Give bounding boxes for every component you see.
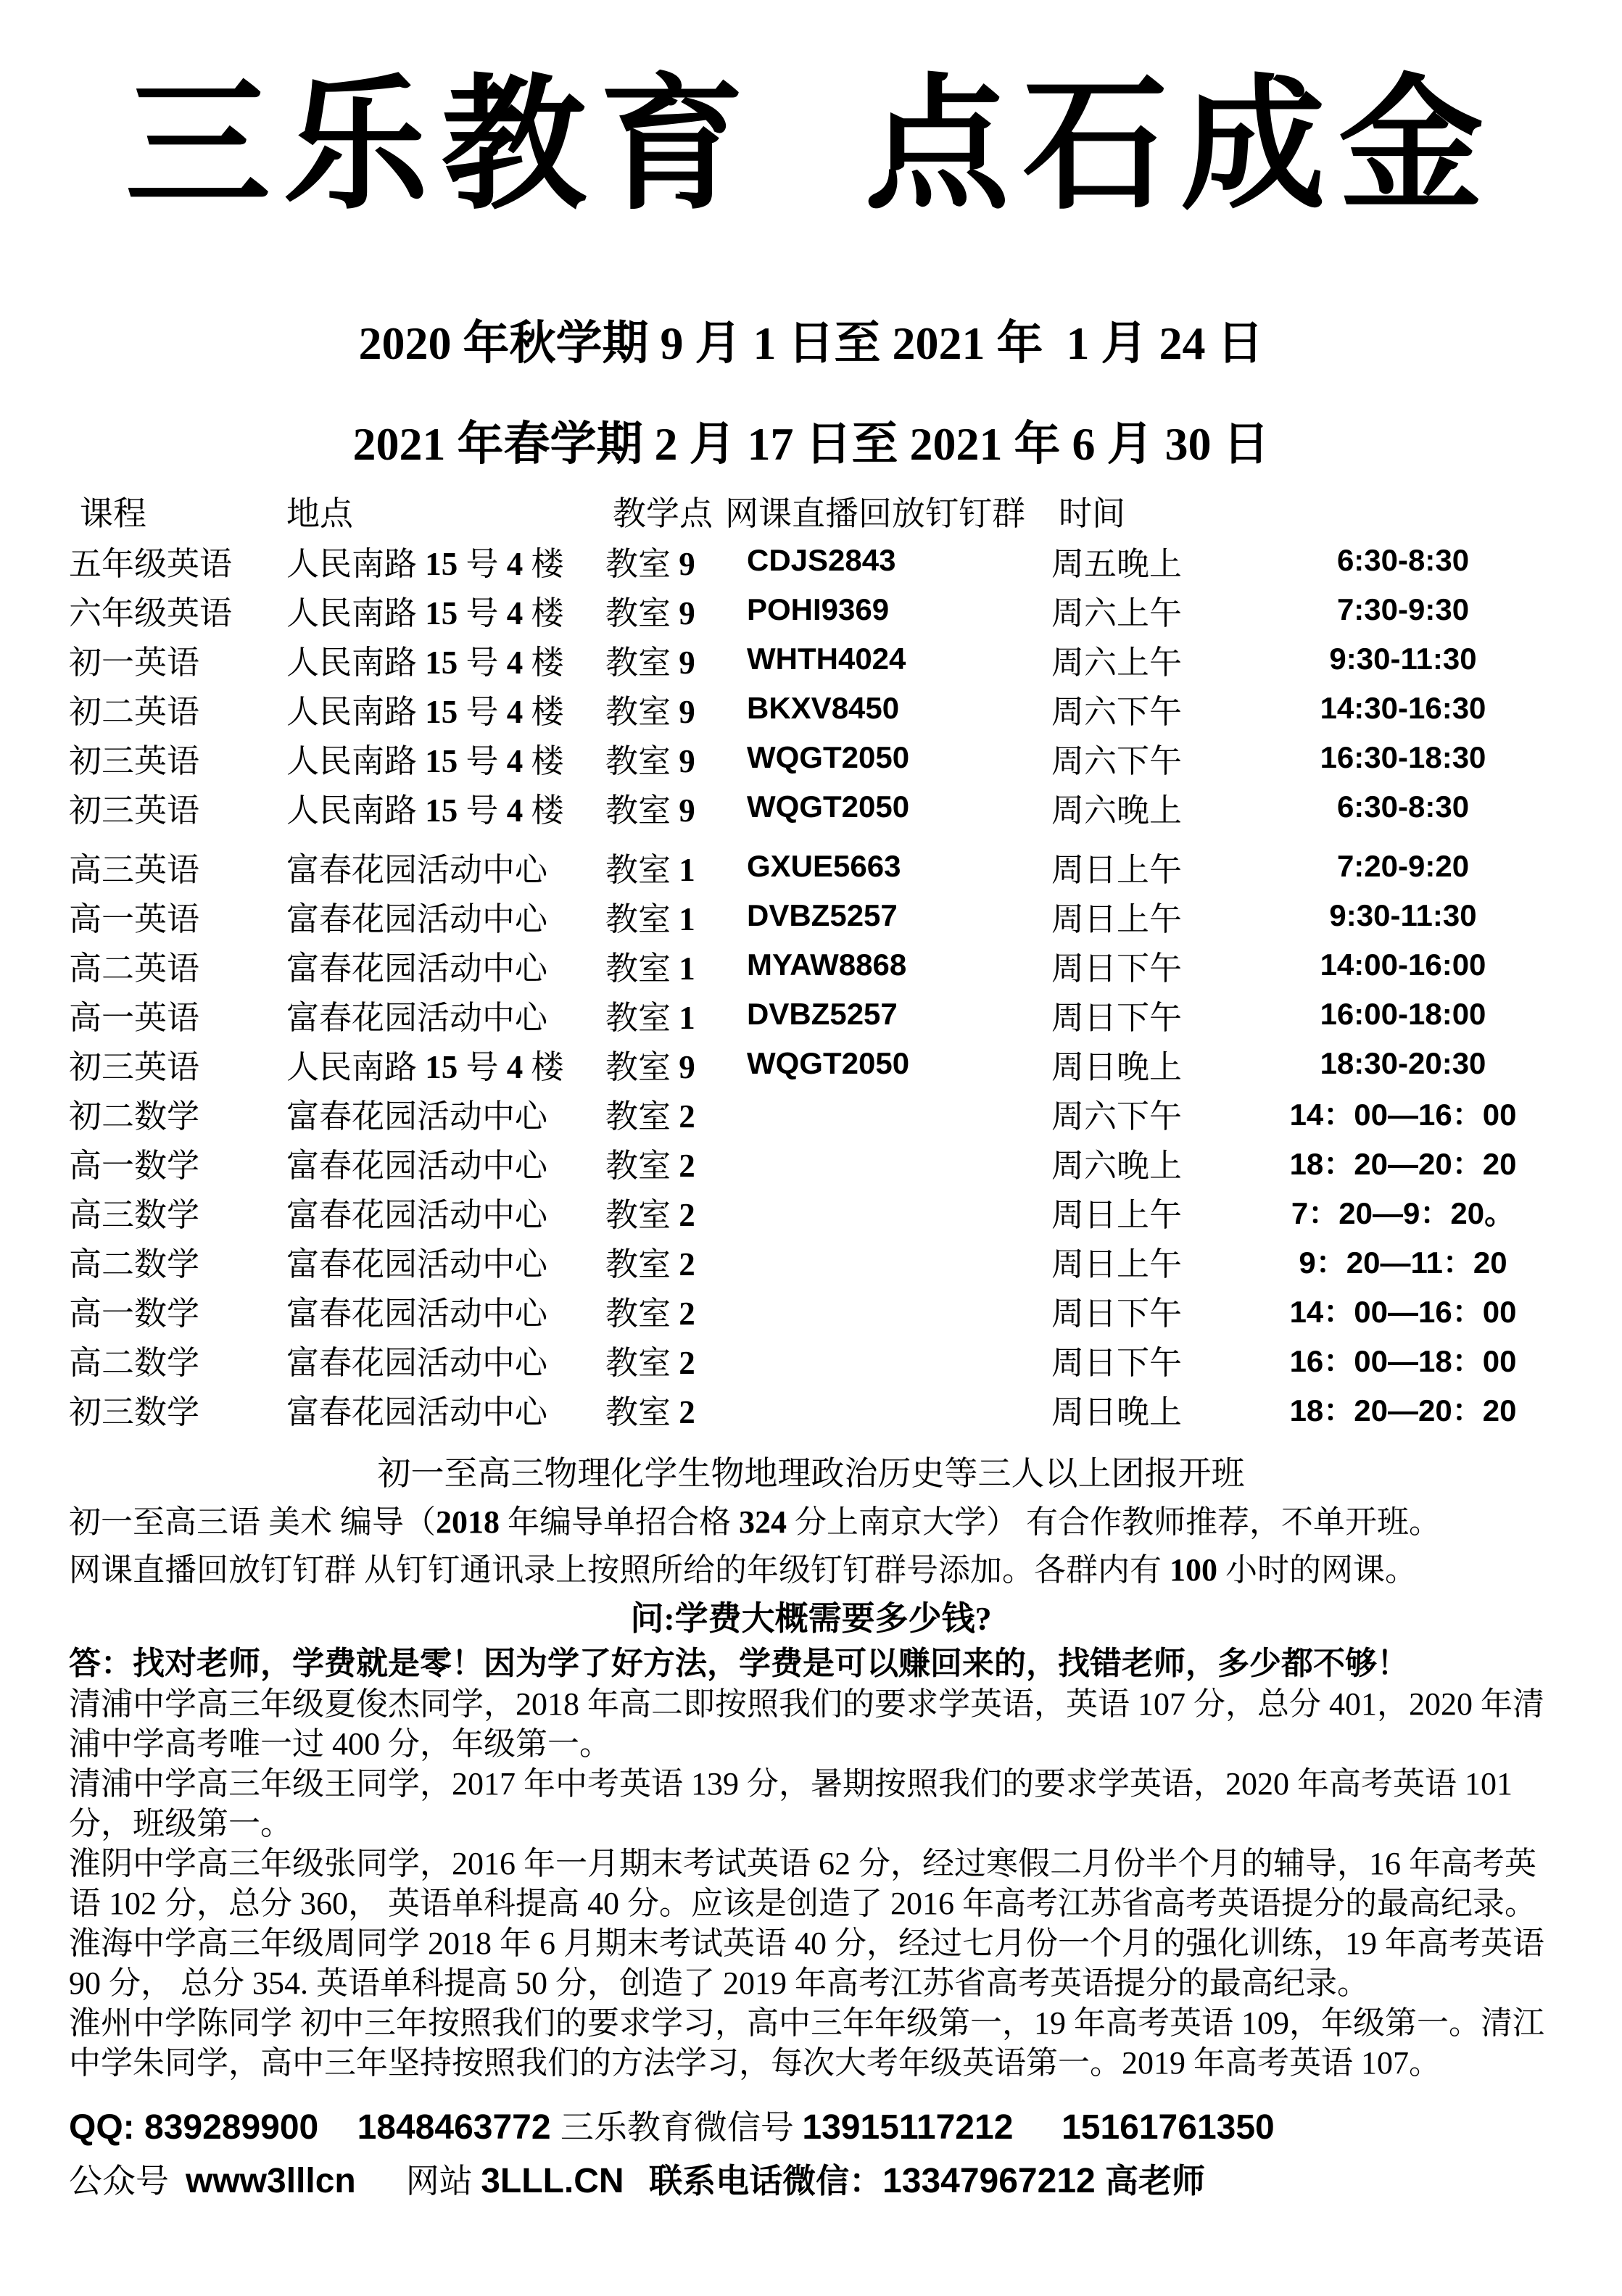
cell-time: 16:30-18:30 (1320, 740, 1486, 774)
cell-location: 富春花园活动中心 (286, 1246, 548, 1282)
cell-time: 14:30-16:30 (1320, 691, 1486, 725)
cell-room: 教室 2 (605, 1147, 695, 1184)
cell-dingtalk-code: GXUE5663 (747, 849, 901, 883)
cell-course: 初一英语 (69, 644, 200, 681)
schedule-row (69, 585, 1622, 634)
cell-course: 高三数学 (69, 1196, 200, 1233)
cell-day: 周六下午 (1051, 693, 1183, 730)
schedule-row (69, 1088, 1622, 1137)
cell-time: 18：20—20：20 (1289, 1147, 1517, 1181)
cell-location: 人民南路 15 号 4 楼 (286, 792, 564, 829)
cell-dingtalk-code: WQGT2050 (747, 789, 910, 824)
testimonial-paragraph: 淮阴中学高三年级张同学，2016 年一月期末考试英语 62 分，经过寒假二月份半个月的辅导，16 年高考英语 102 分，总分 360， 英语单科提高 40 分。应该是创造了 2016 年高考江苏省高考英语提分的最高纪录。 (69, 1846, 1536, 1921)
cell-day: 周六上午 (1051, 594, 1183, 631)
cell-dingtalk-code: POHI9369 (747, 592, 890, 626)
cell-day: 周日下午 (1051, 1295, 1183, 1332)
cell-course: 高二数学 (69, 1246, 200, 1282)
schedule-row (69, 782, 1622, 832)
cell-time: 18:30-20:30 (1320, 1046, 1486, 1080)
cell-location: 富春花园活动中心 (286, 950, 548, 987)
cell-course: 高二英语 (69, 950, 200, 987)
cell-time: 16:00-18:00 (1320, 997, 1486, 1031)
cell-day: 周六下午 (1051, 1098, 1183, 1135)
cell-dingtalk-code: WQGT2050 (747, 1046, 910, 1080)
cell-location: 人民南路 15 号 4 楼 (286, 693, 564, 730)
cell-day: 周日晚上 (1051, 1393, 1183, 1430)
cell-course: 五年级英语 (69, 545, 233, 582)
schedule-table-body (69, 536, 1622, 1433)
header-time: 时间 (1059, 495, 1125, 532)
cell-course: 初二数学 (69, 1098, 200, 1135)
cell-room: 教室 1 (605, 950, 695, 987)
schedule-header-row (69, 486, 1622, 536)
cell-day: 周六晚上 (1051, 792, 1183, 829)
header-location: 地点 (286, 495, 353, 532)
cell-course: 初三英语 (69, 1048, 200, 1085)
schedule-row (69, 1187, 1622, 1236)
schedule-table (69, 486, 1622, 1433)
cell-room: 教室 2 (605, 1196, 695, 1233)
art-course-line: 初一至高三语 美术 编导（2018 年编导单招合格 324 分上南京大学） 有合作教师推荐，不单开班。 (69, 1504, 1441, 1540)
cell-room: 教室 2 (605, 1246, 695, 1282)
group-enroll-line: 初一至高三物理化学生物地理政治历史等三人以上团报开班 (377, 1455, 1245, 1492)
schedule-row (69, 684, 1622, 733)
cell-room: 教室 2 (605, 1393, 695, 1430)
cell-day: 周日下午 (1051, 1344, 1183, 1381)
cell-room: 教室 2 (605, 1295, 695, 1332)
schedule-row (69, 891, 1622, 940)
cell-location: 富春花园活动中心 (286, 1098, 548, 1135)
cell-room: 教室 1 (605, 999, 695, 1036)
cell-time: 14：00—16：00 (1289, 1295, 1517, 1329)
cell-day: 周日晚上 (1051, 1048, 1183, 1085)
cell-room: 教室 9 (605, 594, 695, 631)
cell-time: 14：00—16：00 (1289, 1098, 1517, 1132)
cell-room: 教室 9 (605, 792, 695, 829)
schedule-row (69, 1285, 1622, 1335)
cell-day: 周日下午 (1051, 999, 1183, 1036)
contact-web-line: 公众号 www3lllcn 网站 3LLL.CN 联系电话微信：13347967212 高老师 (69, 2162, 1206, 2200)
cell-room: 教室 1 (605, 851, 695, 888)
cell-dingtalk-code: BKXV8450 (747, 691, 900, 725)
cell-location: 人民南路 15 号 4 楼 (286, 1048, 564, 1085)
schedule-row (69, 536, 1622, 585)
cell-room: 教室 9 (605, 644, 695, 681)
cell-day: 周日上午 (1051, 900, 1183, 937)
header-site: 教学点 (613, 495, 713, 532)
cell-location: 富春花园活动中心 (286, 1147, 548, 1184)
cell-time: 6:30-8:30 (1336, 789, 1470, 824)
cell-time: 18：20—20：20 (1289, 1393, 1517, 1427)
cell-room: 教室 9 (605, 693, 695, 730)
term-line-fall: 2020 年秋学期 9 月 1 日至 2021 年 1 月 24 日 (358, 318, 1264, 369)
cell-course: 高二数学 (69, 1344, 200, 1381)
contact-qq-line: QQ: 839289900 1848463772 三乐教育微信号 13915117212 15161761350 (69, 2108, 1275, 2147)
cell-time: 7:20-9:20 (1336, 849, 1470, 883)
cell-location: 人民南路 15 号 4 楼 (286, 594, 564, 631)
schedule-row (69, 1236, 1622, 1285)
cell-location: 人民南路 15 号 4 楼 (286, 644, 564, 681)
cell-room: 教室 1 (605, 900, 695, 937)
cell-course: 初三英语 (69, 742, 200, 779)
cell-day: 周六晚上 (1051, 1147, 1183, 1184)
testimonial-paragraph: 淮海中学高三年级周同学 2018 年 6 月期末考试英语 40 分，经过七月份一个月的强化训练，19 年高考英语 90 分， 总分 354. 英语单科提高 50 分，创造了 2019 年高考江苏省高考英语提分的最高纪录。 (69, 1926, 1552, 2001)
schedule-row (69, 1039, 1622, 1088)
cell-room: 教室 2 (605, 1098, 695, 1135)
tuition-answer: 答：找对老师，学费就是零！因为学了好方法，学费是可以赚回来的，找错老师，多少都不够！ (69, 1646, 1409, 1681)
testimonial-paragraph: 淮州中学陈同学 初中三年按照我们的要求学习，高中三年年级第一，19 年高考英语 109，年级第一。清江中学朱同学，高中三年坚持按照我们的方法学习，每次大考年级英语第一。2019 年高考英语 107。 (69, 2005, 1544, 2081)
cell-room: 教室 9 (605, 545, 695, 582)
schedule-row (69, 634, 1622, 684)
schedule-row (69, 733, 1622, 782)
cell-room: 教室 9 (605, 1048, 695, 1085)
cell-time: 9:30-11:30 (1329, 898, 1477, 932)
cell-dingtalk-code: WHTH4024 (747, 642, 906, 676)
testimonials (69, 1684, 1552, 2083)
cell-course: 高一数学 (69, 1295, 200, 1332)
cell-dingtalk-code: MYAW8868 (747, 948, 907, 982)
cell-location: 富春花园活动中心 (286, 999, 548, 1036)
cell-time: 7:30-9:30 (1336, 592, 1470, 626)
cell-course: 高一数学 (69, 1147, 200, 1184)
cell-course: 高三英语 (69, 851, 200, 888)
cell-time: 6:30-8:30 (1336, 543, 1470, 577)
term-line-spring: 2021 年春学期 2 月 17 日至 2021 年 6 月 30 日 (352, 418, 1270, 470)
cell-time: 7：20—9：20。 (1291, 1196, 1515, 1230)
cell-day: 周六上午 (1051, 644, 1183, 681)
cell-day: 周日上午 (1051, 1196, 1183, 1233)
dingtalk-note-line: 网课直播回放钉钉群 从钉钉通讯录上按照所给的年级钉钉群号添加。各群内有 100 小时的网课。 (69, 1552, 1417, 1588)
testimonial-paragraph: 清浦中学高三年级王同学，2017 年中考英语 139 分，暑期按照我们的要求学英语，2020 年高考英语 101 分，班级第一。 (69, 1766, 1520, 1841)
cell-time: 9：20—11：20 (1299, 1246, 1507, 1280)
testimonial-paragraph: 清浦中学高三年级夏俊杰同学，2018 年高二即按照我们的要求学英语，英语 107 分，总分 401，2020 年清浦中学高考唯一过 400 分，年级第一。 (69, 1686, 1544, 1762)
cell-course: 六年级英语 (69, 594, 233, 631)
schedule-row (69, 1384, 1622, 1433)
cell-dingtalk-code: DVBZ5257 (747, 898, 898, 932)
schedule-row (69, 1137, 1622, 1187)
cell-course: 初三数学 (69, 1393, 200, 1430)
cell-location: 富春花园活动中心 (286, 851, 548, 888)
tuition-question: 问:学费大概需要多少钱? (630, 1600, 992, 1637)
cell-course: 初三英语 (69, 792, 200, 829)
cell-location: 富春花园活动中心 (286, 1344, 548, 1381)
cell-day: 周日上午 (1051, 1246, 1183, 1282)
cell-dingtalk-code: DVBZ5257 (747, 997, 898, 1031)
cell-time: 16：00—18：00 (1289, 1344, 1517, 1378)
cell-location: 富春花园活动中心 (286, 1295, 548, 1332)
schedule-row (69, 940, 1622, 990)
cell-day: 周日上午 (1051, 851, 1183, 888)
cell-location: 人民南路 15 号 4 楼 (286, 545, 564, 582)
schedule-row (69, 1335, 1622, 1384)
cell-time: 9:30-11:30 (1329, 642, 1477, 676)
cell-day: 周六下午 (1051, 742, 1183, 779)
cell-day: 周五晚上 (1051, 545, 1183, 582)
cell-room: 教室 9 (605, 742, 695, 779)
cell-course: 高一英语 (69, 900, 200, 937)
cell-dingtalk-code: CDJS2843 (747, 543, 896, 577)
cell-dingtalk-code: WQGT2050 (747, 740, 910, 774)
cell-location: 富春花园活动中心 (286, 1393, 548, 1430)
page-title: 三乐教育 点石成金 (125, 59, 1497, 230)
cell-location: 富春花园活动中心 (286, 1196, 548, 1233)
schedule-row (69, 842, 1622, 891)
header-course: 课程 (80, 495, 146, 532)
cell-course: 初二英语 (69, 693, 200, 730)
cell-day: 周日下午 (1051, 950, 1183, 987)
cell-location: 人民南路 15 号 4 楼 (286, 742, 564, 779)
cell-location: 富春花园活动中心 (286, 900, 548, 937)
header-dingtalk-group: 网课直播回放钉钉群 (725, 495, 1025, 532)
cell-room: 教室 2 (605, 1344, 695, 1381)
cell-course: 高一英语 (69, 999, 200, 1036)
cell-time: 14:00-16:00 (1320, 948, 1486, 982)
schedule-row (69, 990, 1622, 1039)
